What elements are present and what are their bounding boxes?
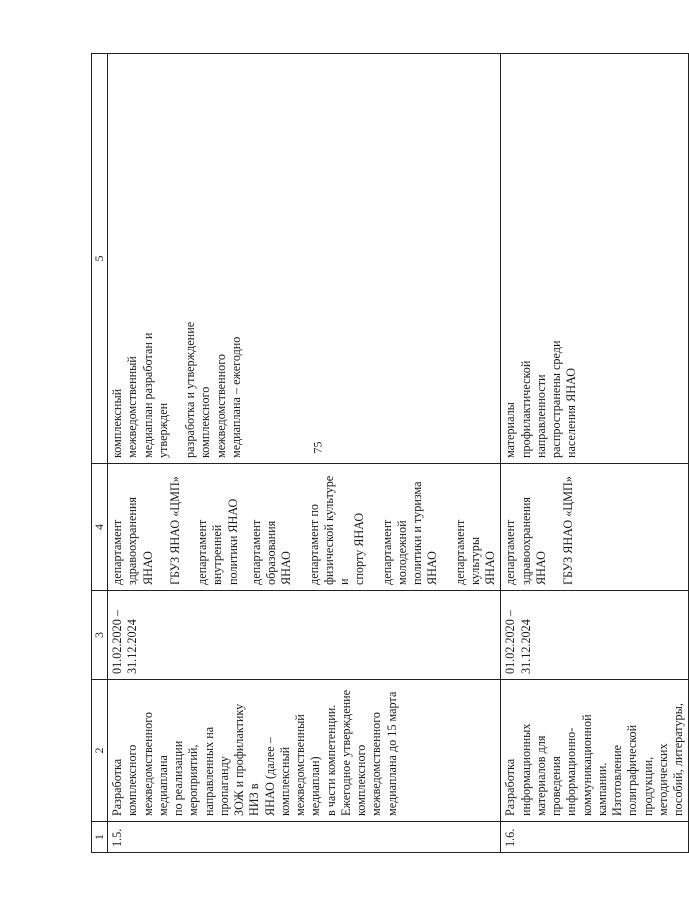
period-end: 31.12.2024 [125,619,140,674]
header-col-4: 4 [92,464,108,591]
executor-line: департамент культуры [452,519,482,585]
executor-line: ГБУЗ ЯНАО «ЦМП» [561,476,575,585]
row-result [501,54,689,464]
result-line: межведомственного [213,353,228,458]
description-line: медиаплана [155,755,170,816]
description-line: материалов для проведения [533,735,563,816]
executor-line: ЯНАО [483,551,497,585]
row-executors [501,464,689,591]
description-line: пособий, литературы, [671,703,685,816]
table-row [108,54,501,853]
executor-line: здравоохранения ЯНАО [125,496,155,585]
rotated-page-content [91,53,685,853]
description-line: Изготовление [610,744,624,816]
header-col-5: 5 [92,54,108,464]
result-line: медиаплана – ежегодно [228,336,243,458]
description-line: межведомственного [140,711,155,816]
description-line: направленных на пропаганду [201,726,231,816]
executor-line: департамент внутренней [195,519,225,585]
result-line: комплексный [110,388,124,458]
executor-line: здравоохранения ЯНАО [518,496,548,585]
page-number: 75 [310,441,325,454]
plan-table [91,53,689,853]
executor-line: ЯНАО [279,551,294,585]
result-line: населения ЯНАО [564,367,579,458]
row-description [108,680,501,822]
executor-line: физической культуре и [321,475,351,585]
description-line: в части компетенции. [323,704,338,816]
result-line: материалы [503,402,518,458]
executor-line: политики и туризма ЯНАО [410,481,440,585]
header-col-1: 1 [92,822,108,853]
executor-line: спорту ЯНАО [352,512,367,585]
description-line: полиграфической продукции, [625,724,655,816]
result-line: разработка и утверждение [183,321,197,458]
description-line: информационно- [564,727,579,816]
description-line: ЯНАО (далее – комплексный [262,737,292,816]
table-row [501,54,689,853]
result-line: комплексного [198,386,213,458]
period-end: 31.12.2024 [518,619,533,674]
header-row [92,54,108,853]
executor-line: ГБУЗ ЯНАО «ЦМП» [167,476,182,585]
result-line: направленности [533,374,548,458]
description-line: по реализации мероприятий, [171,740,201,816]
row-number: 1.6. [501,822,689,853]
description-line: методических [655,743,670,816]
executor-line: политики ЯНАО [225,498,240,585]
description-line: Разработка информационных [503,723,533,816]
description-line: комплексного [354,744,368,816]
executor-line: департамент по [306,504,321,585]
description-line: ЗОЖ и профилактику НИЗ в [232,703,262,816]
description-line: Разработка комплексного [110,744,140,816]
executor-line: департамент молодежной [379,519,409,585]
result-line: утвержден [155,402,170,458]
result-line: профилактической [518,360,533,458]
row-executors [108,464,501,591]
row-number: 1.5. [108,822,501,853]
executor-line: департамент [503,519,518,585]
description-line: медиаплана до 15 марта [384,691,399,816]
description-line: межведомственный медиаплан) [293,714,323,816]
result-line: медиаплан разработан и [140,332,155,458]
result-line: межведомственный [125,356,140,458]
row-description [501,680,689,822]
row-period [108,591,501,680]
row-period [501,591,689,680]
executor-line: департамент [110,519,124,585]
row-result [108,54,501,464]
executor-line: департамент образования [248,519,278,585]
description-line: коммуникационной кампании. [579,714,609,816]
description-line: Ежегодное утверждение [338,689,353,816]
period-start: 01.02.2020 – [110,610,124,674]
result-line: распространены среди [549,340,563,458]
description-line: межведомственного [369,711,384,816]
header-col-3: 3 [92,591,108,680]
period-start: 01.02.2020 – [503,610,518,674]
header-col-2: 2 [92,680,108,822]
